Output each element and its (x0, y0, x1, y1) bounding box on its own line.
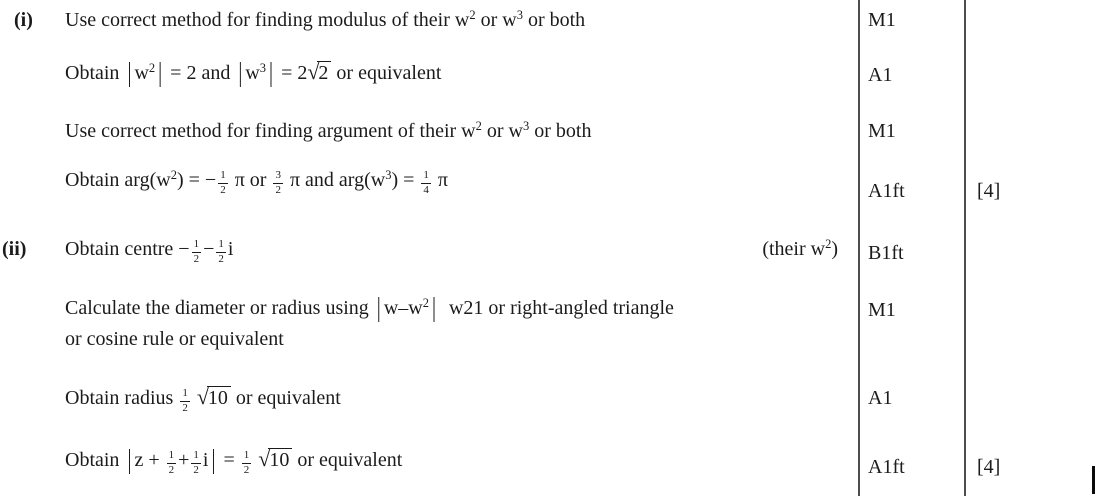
text-run: + (178, 449, 190, 471)
text-run: π and arg(w (284, 169, 386, 191)
text-run: π or (229, 169, 272, 191)
text-run: w–w (383, 297, 423, 319)
criterion-text (65, 443, 830, 477)
criterion-text (65, 5, 830, 36)
text-run: i (202, 449, 209, 471)
text-run: Use correct method for finding modulus of their w (65, 9, 470, 31)
abs-bar: | (269, 57, 274, 88)
section-total: [4] (977, 456, 1001, 478)
text-run: w21 or right-angled triangle (438, 297, 674, 319)
fraction: $\frac{1}{2}$ (193, 449, 199, 476)
fraction: $\frac{1}{2}$ (182, 387, 188, 414)
fraction: $\frac{3}{2}$ (275, 169, 281, 196)
square-root: √10 (197, 387, 231, 409)
superscript: 2 (475, 119, 482, 133)
text-run: (their w (762, 238, 826, 260)
their-value-note (762, 234, 838, 265)
superscript: 2 (148, 61, 156, 75)
part-label: (ii) (2, 238, 27, 260)
text-run: z + (134, 449, 165, 471)
mark-code: M1 (868, 9, 896, 31)
superscript: 3 (522, 119, 530, 133)
text-run: or cosine rule or equivalent (65, 328, 284, 350)
text-run: Obtain (65, 62, 125, 84)
abs-bar: | (127, 57, 132, 88)
fraction: $\frac{1}{2}$ (220, 169, 226, 196)
superscript: 3 (385, 168, 392, 182)
fraction: $\frac{1}{2}$ (168, 449, 175, 476)
text-run: Use correct method for finding argument of their w (65, 120, 476, 142)
fraction: $\frac{1}{2}$ (243, 449, 250, 476)
text-run: Obtain centre − (65, 238, 190, 260)
mark-code: A1ft (868, 180, 905, 202)
text-run: − (203, 238, 215, 260)
text-run: = (218, 449, 240, 471)
superscript: 2 (422, 296, 429, 310)
abs-bar: | (238, 57, 243, 88)
mark-code: A1 (868, 64, 893, 86)
scheme-row (0, 56, 856, 89)
fraction: $\frac{1}{2}$ (193, 238, 200, 265)
text-run: ) = (391, 169, 420, 191)
mark-code: M1 (868, 299, 896, 321)
criterion-text (65, 56, 830, 89)
text-run: Calculate the diameter or radius using (65, 297, 374, 319)
mark-code: B1ft (868, 242, 904, 264)
superscript: 2 (469, 8, 476, 22)
criterion-text (65, 165, 830, 197)
text-run: w (134, 62, 149, 84)
scheme-row (0, 381, 856, 415)
text-run: Obtain arg(w (65, 169, 171, 191)
text-run: = 2 (276, 62, 308, 84)
text-run: ) (831, 238, 838, 260)
text-run: Obtain (65, 449, 125, 471)
marks-column-rule (858, 0, 860, 496)
fraction: $\frac{1}{2}$ (218, 238, 224, 265)
scheme-row (0, 165, 856, 197)
abs-bar: | (211, 444, 216, 475)
abs-bar: | (127, 444, 132, 475)
totals-column-rule (964, 0, 966, 496)
fraction: $\frac{1}{4}$ (423, 169, 429, 196)
superscript: 3 (516, 8, 523, 22)
scheme-row (0, 116, 856, 147)
text-run: or w (481, 120, 523, 142)
text-run: or equivalent (331, 62, 442, 84)
superscript: 2 (170, 168, 177, 182)
abs-bar: | (158, 57, 163, 88)
criterion-text (65, 116, 830, 147)
mark-code: A1ft (868, 456, 905, 478)
text-run: π (432, 169, 449, 191)
square-root: √2 (307, 62, 331, 84)
superscript: 2 (825, 237, 832, 251)
criterion-text (65, 293, 830, 355)
abs-bar: | (431, 292, 436, 323)
text-run: Obtain radius (65, 387, 179, 409)
text-run: i (227, 238, 234, 260)
scheme-row (0, 234, 856, 266)
text-run: = 2 and (165, 62, 236, 84)
text-run: or equivalent (230, 387, 341, 409)
text-run: or both (529, 120, 592, 142)
mark-code: M1 (868, 120, 896, 142)
scheme-row (0, 293, 856, 355)
section-total: [4] (977, 180, 1001, 202)
text-run: or equivalent (292, 449, 403, 471)
scheme-row (0, 443, 856, 477)
text-run: or both (522, 9, 586, 31)
text-run: ) = − (176, 169, 217, 191)
square-root: √10 (258, 449, 292, 471)
text-run: or w (475, 9, 517, 31)
abs-bar: | (376, 292, 381, 323)
page-edge-mark (1092, 466, 1095, 494)
text-run: w (245, 62, 260, 84)
criterion-text (65, 381, 830, 415)
scheme-row (0, 5, 856, 36)
part-label: (i) (14, 9, 33, 31)
superscript: 3 (259, 61, 267, 75)
mark-code: A1 (868, 387, 893, 409)
criterion-text (65, 234, 830, 266)
